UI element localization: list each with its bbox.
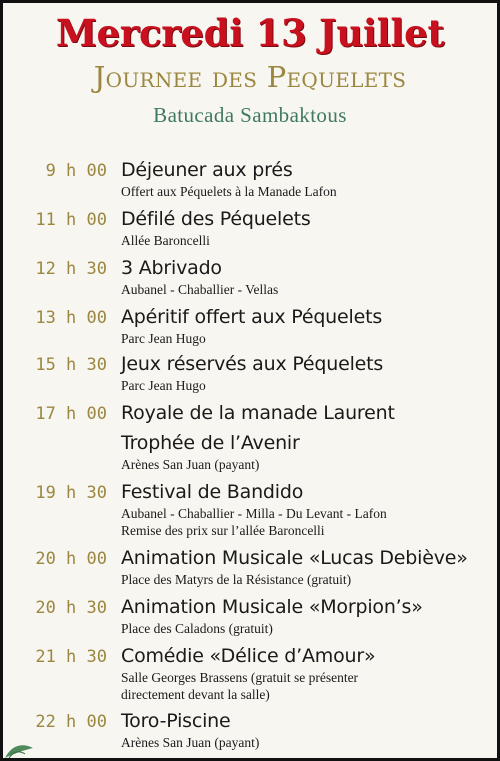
event-detail: Aubanel - Chaballier - Vellas: [121, 282, 279, 297]
event-title: Apéritif offert aux Péquelets: [121, 306, 383, 328]
event-detail: Remise des prix sur l’allée Baroncelli: [121, 523, 325, 538]
event-detail: Arènes San Juan (payant): [121, 457, 260, 472]
event-time: 9 h 00: [45, 161, 107, 181]
event-time: 11 h 00: [35, 210, 107, 230]
event-time: 17 h 00: [35, 404, 107, 424]
event-time: 22 h 00: [35, 712, 107, 732]
band-name: Batucada Sambaktous: [153, 103, 347, 127]
event-detail: Allée Baroncelli: [121, 233, 210, 248]
event-detail: Aubanel - Chaballier - Milla - Du Levant - Lafon: [121, 506, 387, 521]
event-detail: Place des Caladons (gratuit): [121, 621, 273, 636]
event-detail: Offert aux Péquelets à la Manade Lafon: [121, 184, 337, 199]
event-title: Déjeuner aux prés: [121, 159, 293, 181]
event-title: Toro-Piscine: [121, 710, 231, 732]
page-title: Mercredi 13 Juillet: [55, 11, 445, 55]
event-time: 15 h 30: [35, 355, 107, 375]
event-title: Défilé des Péquelets: [121, 208, 311, 230]
page-subtitle: Journee des Pequelets: [93, 60, 407, 94]
event-detail: Arènes San Juan (payant): [121, 735, 260, 750]
event-title: Festival de Bandido: [121, 481, 304, 503]
event-title: Animation Musicale «Lucas Debiève»: [121, 547, 468, 569]
event-title: Animation Musicale «Morpion’s»: [121, 596, 423, 618]
event-time: 19 h 30: [35, 483, 107, 503]
event-detail: Parc Jean Hugo: [121, 378, 206, 393]
event-time: 20 h 30: [35, 598, 107, 618]
event-title: Comédie «Délice d’Amour»: [121, 645, 376, 667]
event-time: 21 h 30: [35, 647, 107, 667]
event-time: 20 h 00: [35, 549, 107, 569]
event-title: Trophée de l’Avenir: [121, 432, 300, 454]
event-title: Jeux réservés aux Péquelets: [121, 353, 384, 375]
event-title: Royale de la manade Laurent: [121, 402, 395, 424]
schedule: [3, 3, 497, 758]
leaf-ornament-icon: [3, 728, 43, 758]
event-detail: Parc Jean Hugo: [121, 331, 206, 346]
event-detail: directement devant la salle): [121, 687, 270, 702]
event-time: 13 h 00: [35, 308, 107, 328]
event-time: 12 h 30: [35, 259, 107, 279]
event-detail: Salle Georges Brassens (gratuit se présenter: [121, 670, 359, 685]
event-detail: Place des Matyrs de la Résistance (gratuit): [121, 572, 352, 587]
event-title: 3 Abrivado: [121, 257, 222, 279]
